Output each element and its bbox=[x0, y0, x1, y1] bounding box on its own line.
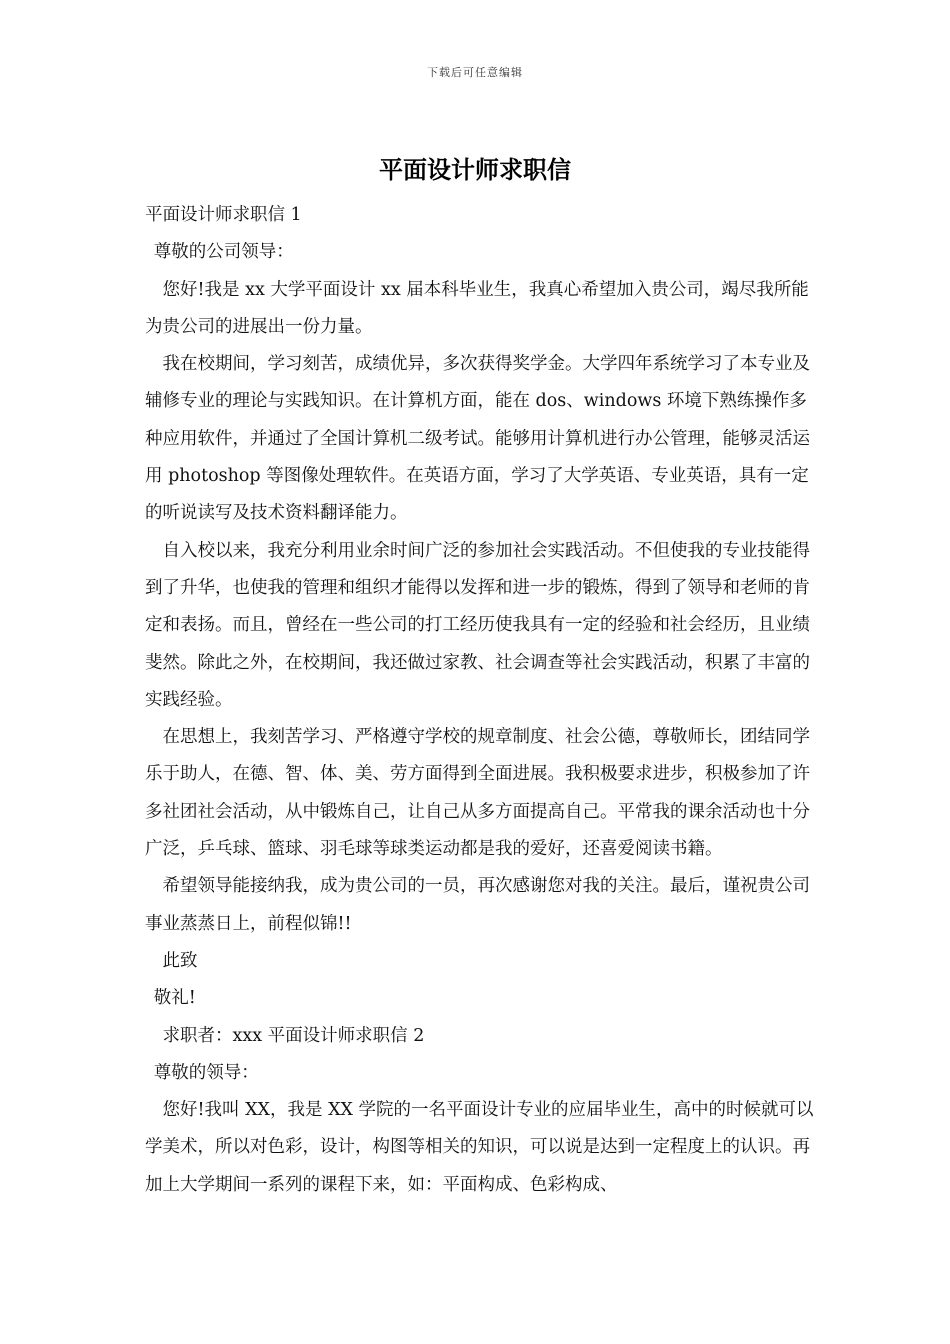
document-title: 平面设计师求职信 bbox=[379, 155, 571, 184]
paragraph: 求职者：xxx 平面设计师求职信 2 bbox=[162, 1025, 425, 1046]
paragraph: 您好!我叫 XX，我是 XX 学院的一名平面设计专业的应届毕业生，高中的时候就可以学美术，所以对色彩，设计，构图等相关的知识，可以说是达到一定程度上的认识。再加上大学期间一系列的课程下来，如：平面构成、色彩构成、 bbox=[145, 1100, 814, 1195]
paragraph: 敬礼! bbox=[153, 988, 196, 1009]
paragraph: 尊敬的公司领导： bbox=[153, 242, 294, 263]
paragraph: 尊敬的领导： bbox=[153, 1062, 259, 1083]
letter-body bbox=[145, 197, 817, 1204]
paragraph: 希望领导能接纳我，成为贵公司的一员，再次感谢您对我的关注。最后，谨祝贵公司事业蒸蒸日上，前程似锦!! bbox=[145, 876, 810, 934]
header-note: 下载后可任意编辑 bbox=[427, 66, 523, 79]
paragraph: 自入校以来，我充分利用业余时间广泛的参加社会实践活动。不但使我的专业技能得到了升华，也使我的管理和组织才能得以发挥和进一步的锻炼，得到了领导和老师的肯定和表扬。而且，曾经在一些公司的打工经历使我具有一定的经验和社会经历，且业绩斐然。除此之外，在校期间，我还做过家教、社会调查等社会实践活动，积累了丰富的实践经验。 bbox=[145, 540, 810, 710]
paragraph: 在思想上，我刻苦学习、严格遵守学校的规章制度、社会公德，尊敬师长，团结同学乐于助人，在德、智、体、美、劳方面得到全面进展。我积极要求进步，积极参加了许多社团社会活动，从中锻炼自己，让自己从多方面提高自己。平常我的课余活动也十分广泛，乒乓球、篮球、羽毛球等球类运动都是我的爱好，还喜爱阅读书籍。 bbox=[145, 727, 810, 860]
paragraph: 您好!我是 xx 大学平面设计 xx 届本科毕业生，我真心希望加入贵公司，竭尽我所能为贵公司的进展出一份力量。 bbox=[145, 279, 809, 337]
paragraph: 此致 bbox=[162, 950, 198, 971]
paragraph: 平面设计师求职信 1 bbox=[145, 205, 302, 225]
paragraph: 我在校期间，学习刻苦，成绩优异，多次获得奖学金。大学四年系统学习了本专业及辅修专业的理论与实践知识。在计算机方面，能在 dos、windows 环境下熟练操作多种应用软件，并通过了全国计算机二级考试。能够用计算机进行办公管理，能够灵活运用 photoshop 等图像处理软件。在英语方面，学习了大学英语、专业英语，具有一定的听说读写及技术资料翻译能力。 bbox=[145, 354, 810, 524]
